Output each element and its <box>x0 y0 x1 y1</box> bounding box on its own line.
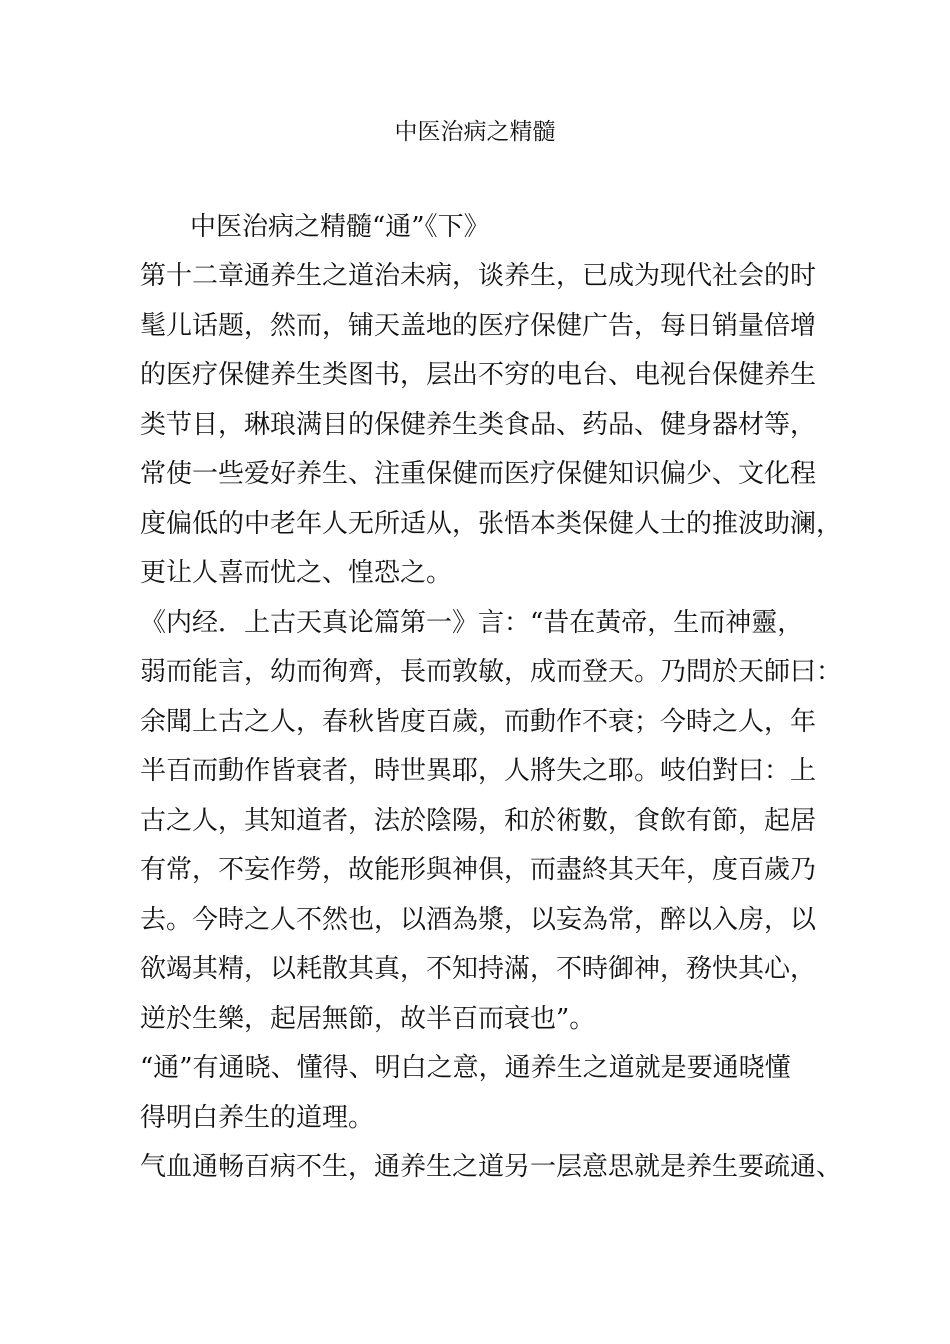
text-line: 《内经．上古天真论篇第一》言：“昔在黃帝，生而神靈， <box>140 608 804 638</box>
text-line: 古之人，其知道者，法於陰陽，和於術數，食飲有節，起居 <box>140 806 817 836</box>
text-line: 度偏低的中老年人无所适从，张悟本类保健人士的推波助澜， <box>140 509 843 539</box>
document-title: 中医治病之精髓 <box>394 119 556 145</box>
text-line: 逆於生樂，起居無節，故半百而衰也”。 <box>140 1004 596 1034</box>
text-line: 气血通畅百病不生，通养生之道另一层意思就是养生要疏通、 <box>140 1152 843 1182</box>
text-line: 半百而動作皆衰者，時世異耶，人將失之耶。岐伯對曰：上 <box>140 756 817 786</box>
text-line: 得明白养生的道理。 <box>140 1103 375 1133</box>
text-line: 欲竭其精，以耗散其真，不知持滿，不時御神，務快其心， <box>140 954 817 984</box>
text-line: 余聞上古之人，春秋皆度百歲，而動作不衰；今時之人，年 <box>140 707 817 737</box>
document-subtitle: 中医治病之精髓“通”《下》 <box>190 212 490 242</box>
text-line: 类节目，琳琅满目的保健养生类食品、药品、健身器材等， <box>140 410 817 440</box>
text-line: 更让人喜而忧之、惶恐之。 <box>140 558 453 588</box>
text-line: “通”有通晓、懂得、明白之意，通养生之道就是要通晓懂 <box>140 1053 791 1083</box>
text-line: 弱而能言，幼而徇齊，長而敦敏，成而登天。乃問於天師曰： <box>140 657 843 687</box>
text-line: 去。今時之人不然也，以酒為漿，以妄為常，醉以入房，以 <box>140 905 817 935</box>
text-line: 髦儿话题，然而，铺天盖地的医疗保健广告，每日销量倍增 <box>140 311 817 341</box>
text-line: 第十二章通养生之道治未病，谈养生，已成为现代社会的时 <box>140 261 817 291</box>
text-line: 有常，不妄作勞，故能形與神俱，而盡終其天年，度百歲乃 <box>140 855 817 885</box>
text-line: 的医疗保健养生类图书，层出不穷的电台、电视台保健养生 <box>140 360 817 390</box>
text-line: 常使一些爱好养生、注重保健而医疗保健知识偏少、文化程 <box>140 459 817 489</box>
